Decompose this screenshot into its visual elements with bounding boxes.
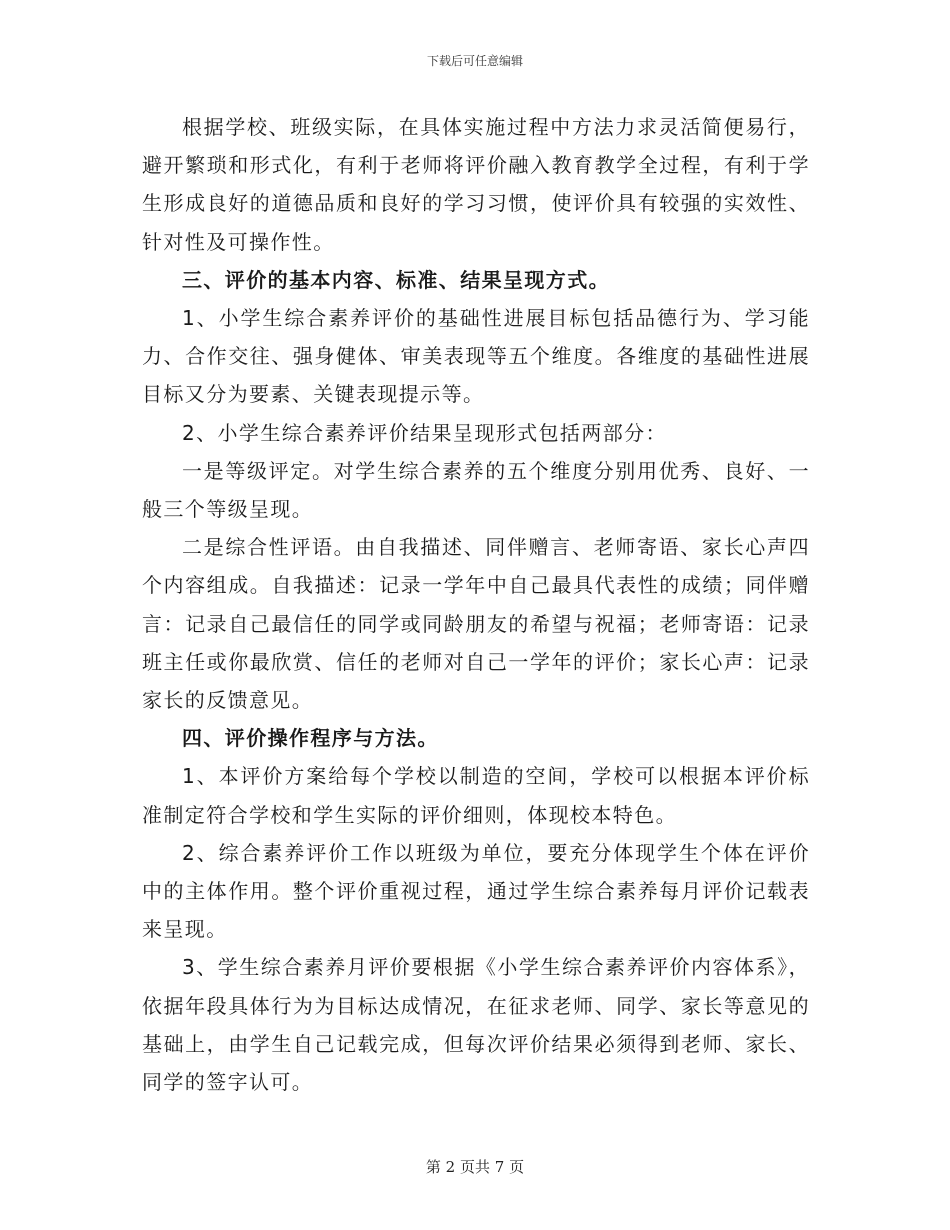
paragraph: 根据学校、班级实际，在具体实施过程中方法力求灵活简便易行，避开繁琐和形式化，有利于老师将评价融入教育教学全过程，有利于学生形成良好的道德品质和良好的学习习惯，使评价具有较强的实效性、针对性及可操作性。	[142, 115, 810, 254]
page-header: 下载后可任意编辑	[426, 54, 523, 68]
paragraph: 3、学生综合素养月评价要根据《小学生综合素养评价内容体系》，依据年段具体行为为目标达成情况，在征求老师、同学、家长等意见的基础上，由学生自己记载完成，但每次评价结果必须得到老师、家长、同学的签字认可。	[142, 955, 810, 1095]
paragraph: 1、小学生综合素养评价的基础性进展目标包括品德行为、学习能力、合作交往、强身健体、审美表现等五个维度。各维度的基础性进展目标又分为要素、关键表现提示等。	[142, 306, 810, 407]
section-heading: 三、评价的基本内容、标准、结果呈现方式。	[182, 267, 610, 292]
document-body	[142, 108, 810, 1101]
paragraph: 1、本评价方案给每个学校以制造的空间，学校可以根据本评价标准制定符合学校和学生实际的评价细则，体现校本特色。	[142, 764, 810, 827]
section-heading: 四、评价操作程序与方法。	[182, 726, 439, 751]
page-footer: 第 2 页共 7 页	[425, 1158, 525, 1176]
paragraph: 2、小学生综合素养评价结果呈现形式包括两部分：	[182, 420, 667, 445]
paragraph: 二是综合性评语。由自我描述、同伴赠言、老师寄语、家长心声四个内容组成。自我描述：记录一学年中自己最具代表性的成绩；同伴赠言：记录自己最信任的同学或同龄朋友的希望与祝福；老师寄语：记录班主任或你最欣赏、信任的老师对自己一学年的评价；家长心声：记录家长的反馈意见。	[142, 535, 810, 713]
paragraph: 2、综合素养评价工作以班级为单位，要充分体现学生个体在评价中的主体作用。整个评价重视过程，通过学生综合素养每月评价记载表来呈现。	[142, 840, 810, 942]
paragraph: 一是等级评定。对学生综合素养的五个维度分别用优秀、良好、一般三个等级呈现。	[142, 458, 810, 522]
